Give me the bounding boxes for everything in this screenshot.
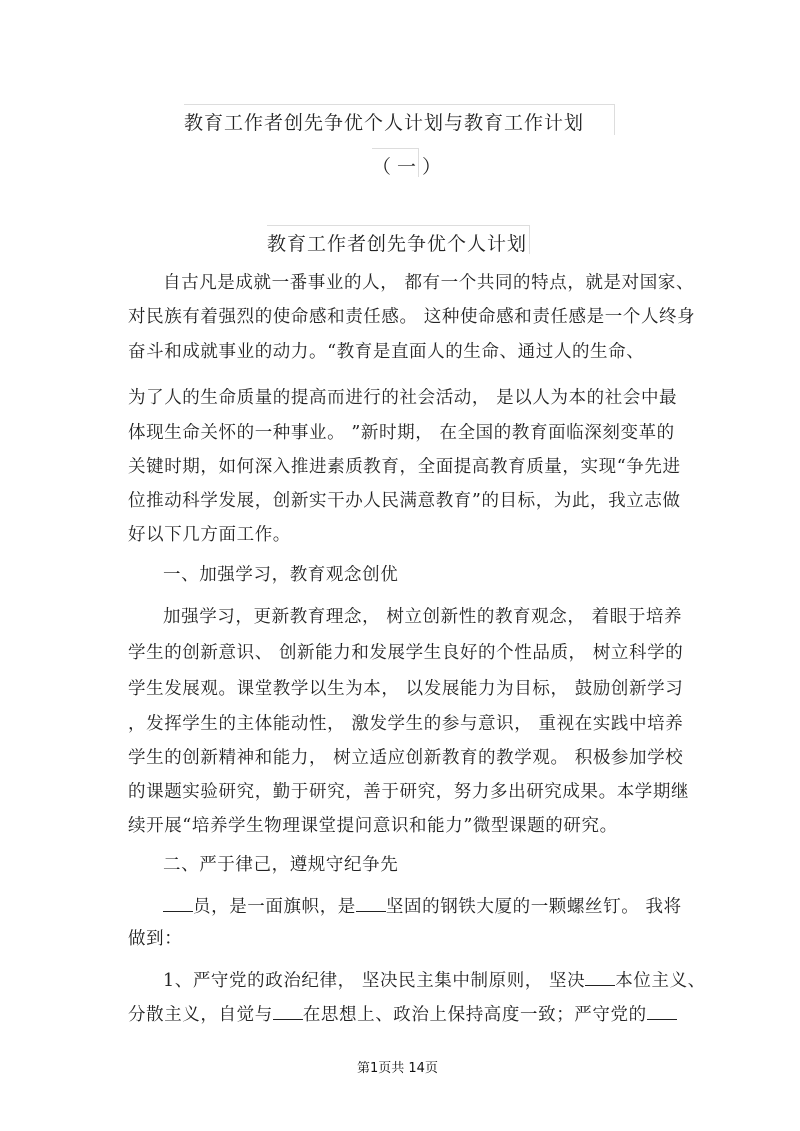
main-title: 教育工作者创先争优个人计划与教育工作计划 xyxy=(184,112,585,134)
blank-underline xyxy=(163,893,193,912)
body-line: 体现生命关怀的一种事业。 ”新时期， 在全国的教育面临深刻变革的 xyxy=(128,423,675,443)
blank-text: 在思想上、政治上保持高度一致；严守党的 xyxy=(302,1005,647,1025)
blank-underline xyxy=(585,967,615,986)
body-line: ，发挥学生的主体能动性， 激发学生的参与意识， 重视在实践中培养 xyxy=(128,714,684,734)
heading-two: 二、严于律己，遵规守纪争先 xyxy=(163,855,399,875)
body-line: 学生的创新意识、 创新能力和发展学生良好的个性品质， 树立科学的 xyxy=(128,643,684,663)
body-line: 的课题实验研究，勤于研究，善于研究，努力多出研究成果。本学期继 xyxy=(128,782,690,802)
section-title: 教育工作者创先争优个人计划 xyxy=(267,233,528,255)
body-line: 位推动科学发展，创新实干办人民满意教育”的目标，为此，我立志做 xyxy=(128,491,681,511)
body-line: 学生的创新精神和能力， 树立适应创新教育的教学观。 积极参加学校 xyxy=(128,748,684,768)
title-box-edge xyxy=(184,104,615,135)
part-box-edge xyxy=(372,148,419,177)
body-line: 为了人的生命质量的提高而进行的社会活动， 是以人为本的社会中最 xyxy=(128,388,678,408)
blank-text: 1、严守党的政治纪律， 坚决民主集中制原则， 坚决 xyxy=(163,971,586,991)
blank-text: 坚固的钢铁大厦的一颗螺丝钉。 我将 xyxy=(385,897,682,917)
blank-line-1 xyxy=(163,893,682,919)
body-line: 自古凡是成就一番事业的人， 都有一个共同的特点，就是对国家、 xyxy=(163,273,695,293)
blank-text: 本位主义、 xyxy=(615,971,706,991)
blank-underline xyxy=(273,1001,303,1020)
body-line: 续开展“培养学生物理课堂提问意识和能力”微型课题的研究。 xyxy=(128,816,618,836)
body-line: 关键时期，如何深入推进素质教育，全面提高教育质量，实现“争先进 xyxy=(128,457,681,477)
heading-one: 一、加强学习，教育观念创优 xyxy=(163,565,399,585)
blank-line-4 xyxy=(128,1001,677,1027)
section-box-edge xyxy=(267,225,530,254)
blank-text: 员，是一面旗帜，是 xyxy=(193,897,356,917)
body-line: 学生发展观。课堂教学以生为本， 以发展能力为目标， 鼓励创新学习 xyxy=(128,679,684,699)
body-line: 对民族有着强烈的使命感和责任感。 这种使命感和责任感是一个人终身 xyxy=(128,307,696,327)
body-line: 奋斗和成就事业的动力。“教育是直面人的生命、通过人的生命、 xyxy=(128,342,645,362)
blank-underline xyxy=(356,893,386,912)
part-label: （一） xyxy=(372,156,448,178)
blank-line-3 xyxy=(163,967,706,993)
body-line: 好以下几方面工作。 xyxy=(128,525,291,545)
page-footer: 第1页共 14页 xyxy=(357,1061,438,1076)
blank-underline xyxy=(647,1001,677,1020)
blank-text: 分散主义，自觉与 xyxy=(128,1005,273,1025)
blank-line-2: 做到： xyxy=(128,929,183,949)
body-line: 加强学习，更新教育理念， 树立创新性的教育观念， 着眼于培养 xyxy=(163,607,683,627)
